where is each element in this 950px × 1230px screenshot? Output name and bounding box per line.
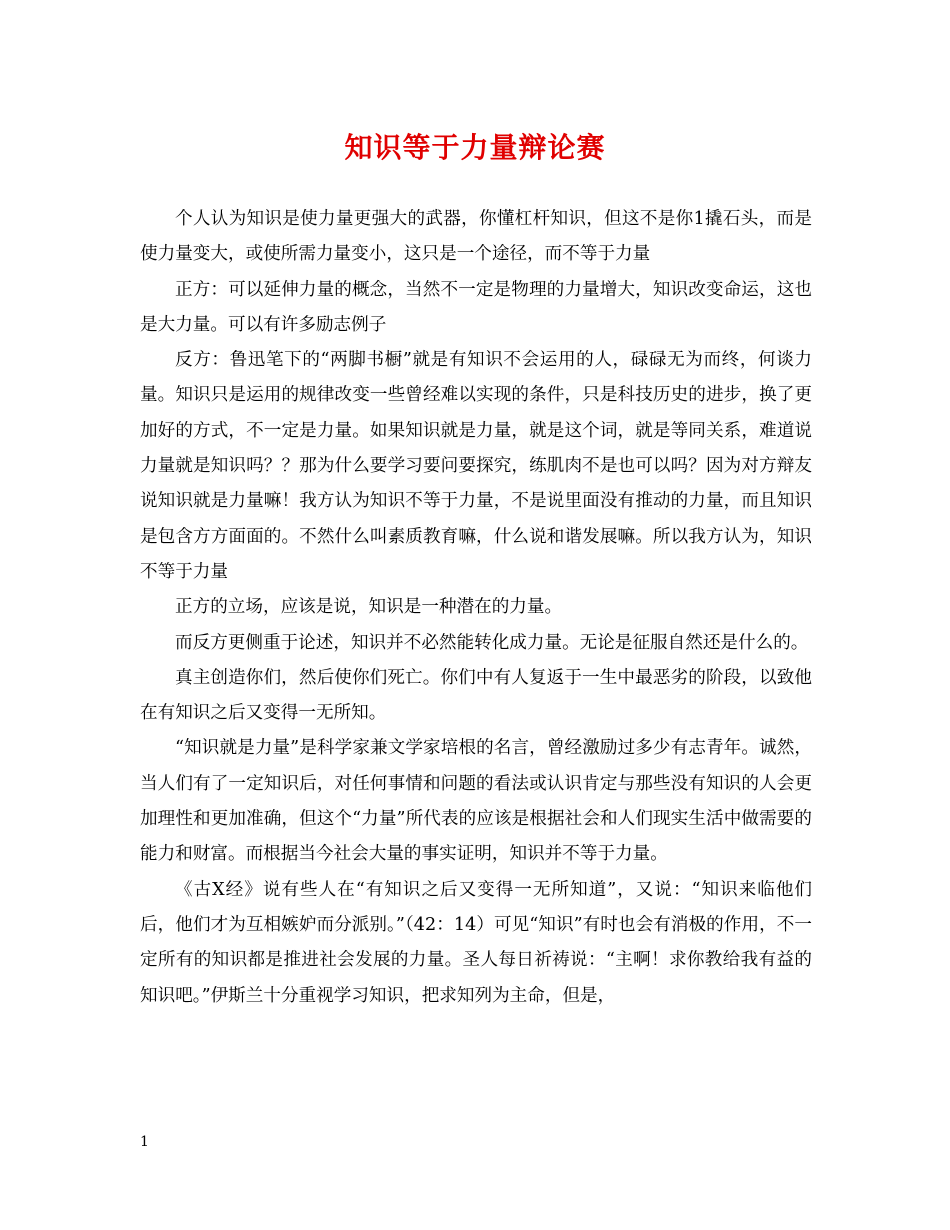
document-body (140, 202, 812, 1014)
paragraph: 《古X经》说有些人在“有知识之后又变得一无所知道”，又说：“知识来临他们后，他们才为互相嫉妒而分派别。”（42：14）可见“知识”有时也会有消极的作用，不一定所有的知识都是推进社会发展的力量。圣人每日祈祷说：“主啊！求你教给我有益的知识吧。”伊斯兰十分重视学习知识，把求知列为主命，但是， (140, 879, 812, 1006)
paragraph: 反方：鲁迅笔下的“两脚书橱”就是有知识不会运用的人，碌碌无为而终，何谈力量。知识只是运用的规律改变一些曾经难以实现的条件，只是科技历史的进步，换了更加好的方式，不一定是力量。如果知识就是力量，就是这个词，就是等同关系，难道说力量就是知识吗？？那为什么要学习要问要探究，练肌肉不是也可以吗？因为对方辩友说知识就是力量嘛！我方认为知识不等于力量，不是说里面没有推动的力量，而且知识是包含方方面面的。不然什么叫素质教育嘛，什么说和谐发展嘛。所以我方认为，知识不等于力量 (140, 350, 812, 582)
paragraph: 而反方更侧重于论述，知识并不必然能转化成力量。无论是征服自然还是什么的。 (175, 632, 809, 653)
page-number: 1 (140, 1134, 149, 1150)
paragraph: 正方的立场，应该是说，知识是一种潜在的力量。 (175, 597, 563, 618)
paragraph: 正方：可以延伸力量的概念，当然不一定是物理的力量增大，知识改变命运，这也是大力量。可以有许多励志例子 (140, 279, 812, 335)
paragraph: “知识就是力量”是科学家兼文学家培根的名言，曾经激励过多少有志青年。诚然，当人们有了一定知识后，对任何事情和问题的看法或认识肯定与那些没有知识的人会更加理性和更加准确，但这个“力量”所代表的应该是根据社会和人们现实生活中做需要的能力和财富。而根据当今社会大量的事实证明，知识并不等于力量。 (140, 738, 812, 865)
paragraph: 真主创造你们，然后使你们死亡。你们中有人复返于一生中最恶劣的阶段，以致他在有知识之后又变得一无所知。 (140, 667, 812, 724)
paragraph: 个人认为知识是使力量更强大的武器，你懂杠杆知识，但这不是你1撬石头，而是使力量变大，或使所需力量变小，这只是一个途径，而不等于力量 (140, 209, 812, 265)
document-title: 知识等于力量辩论赛 (344, 131, 606, 164)
